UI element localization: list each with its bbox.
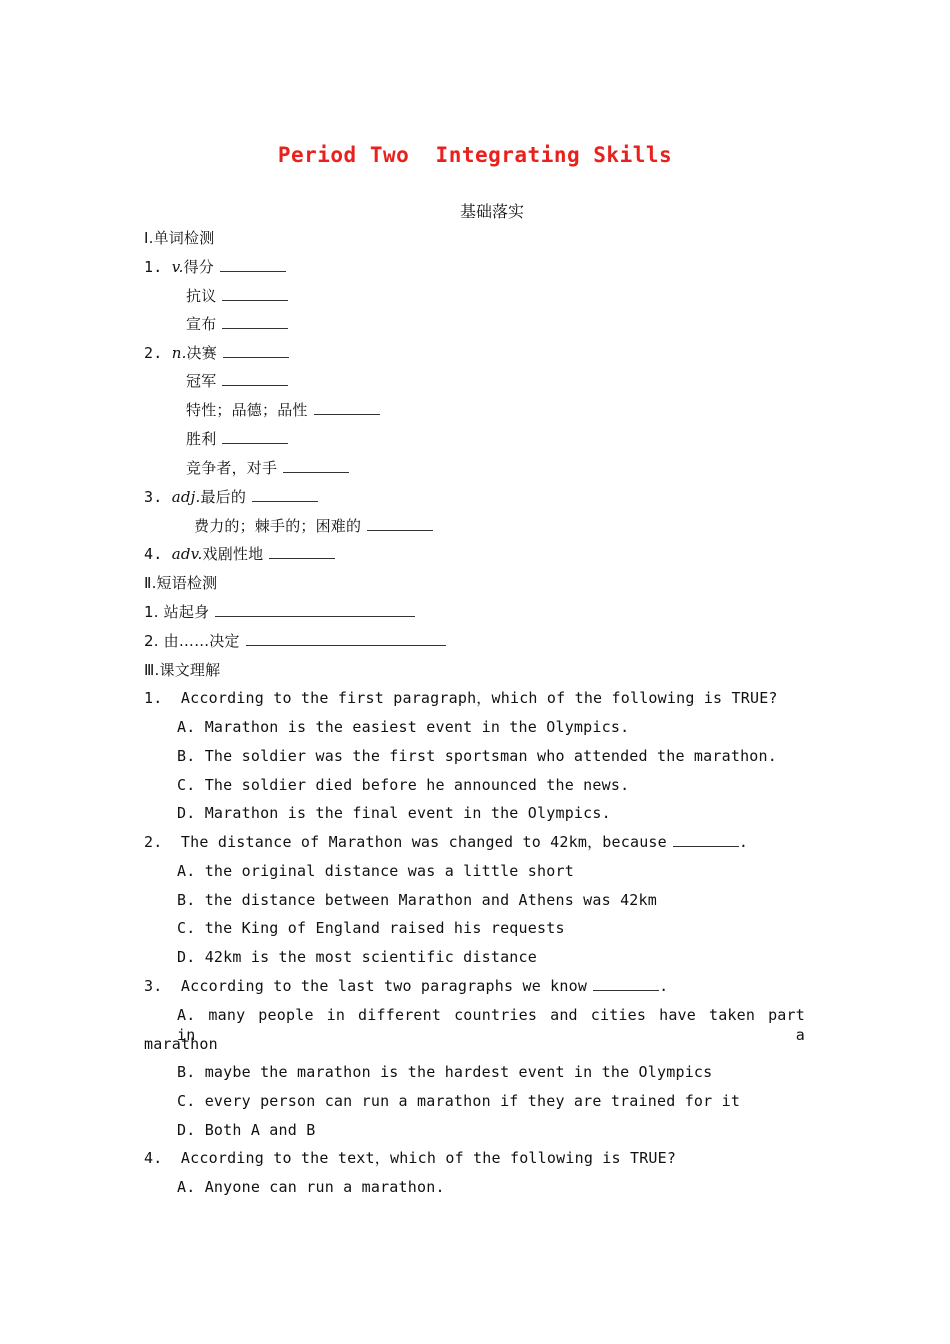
question-3-option-d: D. Both A and B	[177, 1121, 316, 1139]
question-4: 4. According to the text，which of the following is TRUE?	[144, 1149, 677, 1167]
phrase-item-2	[144, 631, 446, 651]
question-3-option-b: B. maybe the marathon is the hardest event in the Olympics	[177, 1063, 713, 1081]
answer-blank[interactable]	[222, 429, 288, 444]
page-title: Period Two Integrating Skills	[277, 143, 673, 167]
item-number: 2.	[144, 344, 163, 362]
page-subtitle: 基础落实	[459, 202, 524, 221]
item-number: 3.	[144, 488, 163, 506]
answer-blank[interactable]	[283, 458, 349, 473]
question-4-option-a: A. Anyone can run a marathon.	[177, 1178, 445, 1196]
question-text: 2. The distance of Marathon was changed to 42km，because	[144, 833, 667, 851]
item-number: 1.	[144, 258, 163, 276]
answer-blank[interactable]	[223, 343, 289, 358]
section-1-heading: Ⅰ.单词检测	[144, 229, 215, 247]
answer-blank[interactable]	[673, 832, 739, 847]
vocab-word: 费力的；棘手的；困难的	[194, 517, 362, 535]
part-of-speech: adj.	[171, 488, 201, 506]
answer-blank[interactable]	[269, 544, 335, 559]
vocab-word: 特性；品德；品性	[186, 401, 308, 419]
question-3-option-a-cont: marathon	[144, 1035, 218, 1053]
vocab-item-4	[144, 544, 335, 564]
question-3: 3. According to the last two paragraphs we know .	[144, 977, 669, 995]
answer-blank[interactable]	[593, 976, 659, 991]
vocab-word: 戏剧性地	[202, 545, 264, 563]
answer-blank[interactable]	[222, 371, 288, 386]
question-1-option-a: A. Marathon is the easiest event in the Olympics.	[177, 718, 630, 736]
part-of-speech: n.	[171, 344, 187, 362]
question-1-option-b: B. The soldier was the first sportsman who attended the marathon.	[177, 747, 777, 765]
question-2-option-b: B. the distance between Marathon and Athens was 42km	[177, 891, 657, 909]
vocab-item-2b	[186, 371, 288, 391]
vocab-word: 胜利	[186, 430, 217, 448]
vocab-item-2e	[186, 458, 349, 478]
section-2-heading: Ⅱ.短语检测	[144, 574, 218, 592]
vocab-item-1c	[186, 314, 288, 334]
question-text: 3. According to the last two paragraphs we know	[144, 977, 588, 995]
vocab-word: 最后的	[200, 488, 247, 506]
question-1: 1. According to the first paragraph，which of the following is TRUE?	[144, 689, 778, 707]
question-2-option-c: C. the King of England raised his requests	[177, 919, 565, 937]
question-3-option-a: A. many people in different countries and cities have taken part in a	[177, 1006, 805, 1044]
vocab-item-2d	[186, 429, 288, 449]
vocab-item-3b	[194, 516, 433, 536]
question-2-option-a: A. the original distance was a little short	[177, 862, 574, 880]
phrase-prompt: 2. 由……决定	[144, 632, 240, 650]
question-3-option-c: C. every person can run a marathon if they are trained for it	[177, 1092, 741, 1110]
vocab-item-3	[144, 487, 318, 507]
vocab-word: 得分	[183, 258, 214, 276]
answer-blank[interactable]	[220, 257, 286, 272]
answer-blank[interactable]	[222, 286, 288, 301]
item-number: 4.	[144, 545, 163, 563]
vocab-word: 冠军	[186, 372, 217, 390]
phrase-prompt: 1. 站起身	[144, 603, 210, 621]
question-2: 2. The distance of Marathon was changed to 42km，because .	[144, 833, 749, 851]
question-1-option-d: D. Marathon is the final event in the Olympics.	[177, 804, 611, 822]
part-of-speech: adv.	[171, 545, 203, 563]
answer-blank[interactable]	[246, 631, 446, 646]
vocab-word: 宣布	[186, 315, 217, 333]
answer-blank[interactable]	[314, 400, 380, 415]
question-1-option-c: C. The soldier died before he announced the news.	[177, 776, 630, 794]
phrase-item-1	[144, 602, 415, 622]
vocab-word: 竞争者，对手	[186, 459, 278, 477]
answer-blank[interactable]	[222, 314, 288, 329]
part-of-speech: v.	[171, 258, 184, 276]
vocab-item-1	[144, 257, 286, 277]
section-3-heading: Ⅲ.课文理解	[144, 661, 221, 679]
vocab-item-2c	[186, 400, 380, 420]
answer-blank[interactable]	[367, 516, 433, 531]
vocab-word: 决赛	[186, 344, 217, 362]
vocab-item-1b	[186, 286, 288, 306]
answer-blank[interactable]	[252, 487, 318, 502]
vocab-item-2	[144, 343, 289, 363]
question-2-option-d: D. 42km is the most scientific distance	[177, 948, 537, 966]
answer-blank[interactable]	[215, 602, 415, 617]
vocab-word: 抗议	[186, 287, 217, 305]
